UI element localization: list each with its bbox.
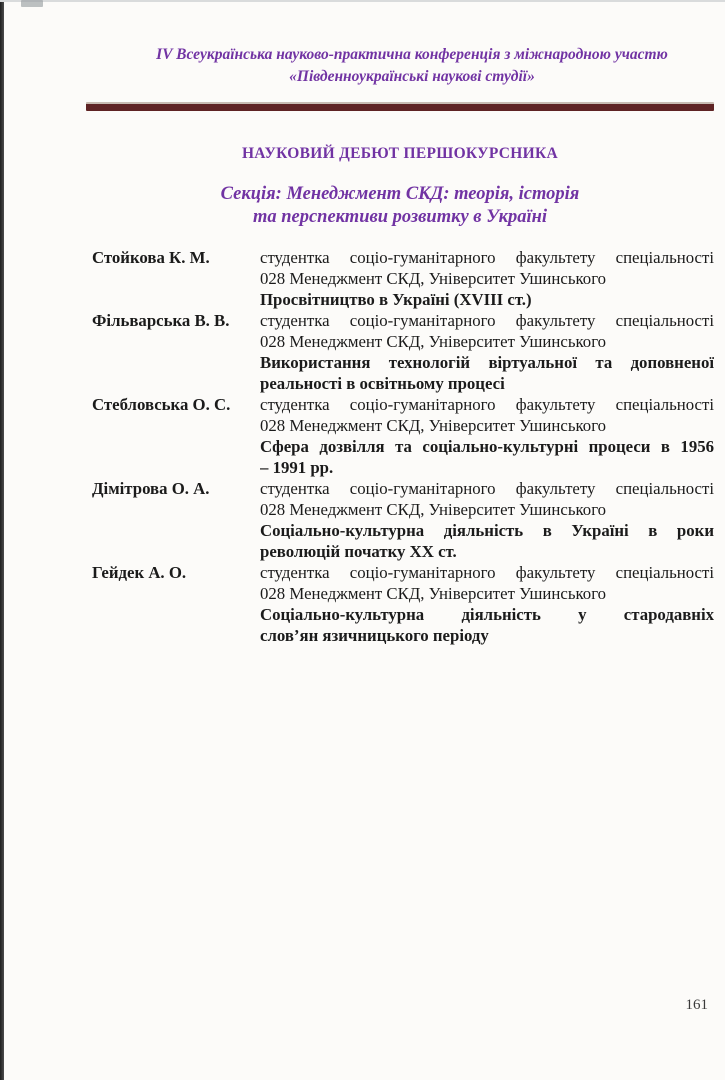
entry-affiliation-line: студентка соціо-гуманітарного факультету спеціальності bbox=[260, 311, 714, 330]
entry bbox=[86, 247, 714, 310]
entry-talk-title: Просвітництво в Україні (XVIII ст.) bbox=[260, 290, 532, 309]
scan-artifact-mark bbox=[21, 0, 43, 7]
conference-header-line1: IV Всеукраїнська науково-практична конференція з міжнародною участю bbox=[156, 46, 668, 63]
section-heading: НАУКОВИЙ ДЕБЮТ ПЕРШОКУРСНИКА bbox=[241, 145, 559, 162]
entry-talk-title: революцій початку XX ст. bbox=[260, 542, 457, 561]
entry bbox=[86, 478, 714, 562]
entry-affiliation-line: 028 Менеджмент СКД, Університет Ушинського bbox=[260, 584, 607, 603]
entry-author-name: Гейдек А. О. bbox=[92, 563, 187, 582]
entry-details bbox=[260, 310, 714, 394]
scan-edge-left bbox=[0, 0, 4, 1080]
entry-details bbox=[260, 478, 714, 562]
entry-affiliation-line: 028 Менеджмент СКД, Університет Ушинського bbox=[260, 416, 607, 435]
entry-affiliation-line: 028 Менеджмент СКД, Університет Ушинського bbox=[260, 332, 607, 351]
entry-talk-title: Соціально-культурна діяльність в Україні в роки bbox=[260, 521, 714, 540]
entry-talk-title: реальності в освітньому процесі bbox=[260, 374, 505, 393]
entry-talk-title: Сфера дозвілля та соціально-культурні процеси в 1956 bbox=[260, 437, 714, 456]
entry-details bbox=[260, 562, 714, 646]
subsection-heading-line1: Секція: Менеджмент СКД: теорія, історія bbox=[220, 184, 580, 204]
subsection-heading bbox=[86, 183, 714, 229]
entry-details bbox=[260, 247, 714, 310]
subsection-heading-line2: та перспективи розвитку в Україні bbox=[252, 207, 548, 227]
entry-details bbox=[260, 394, 714, 478]
conference-header-line2: «Південноукраїнські наукові студії» bbox=[289, 67, 535, 85]
entry-affiliation-line: 028 Менеджмент СКД, Університет Ушинського bbox=[260, 500, 607, 519]
scan-edge-top bbox=[0, 0, 725, 2]
entry-author-name: Стойкова К. М. bbox=[92, 248, 210, 267]
entry-talk-title: слов’ян язичницького періоду bbox=[260, 626, 489, 645]
entry-affiliation-line: студентка соціо-гуманітарного факультету спеціальності bbox=[260, 395, 714, 414]
entry-author-name: Стебловська О. С. bbox=[92, 395, 231, 414]
conference-header bbox=[98, 44, 725, 87]
entry-author-name: Фільварська В. В. bbox=[92, 311, 230, 330]
maroon-divider-bar bbox=[86, 102, 714, 111]
entry bbox=[86, 562, 714, 646]
entry-affiliation-line: студентка соціо-гуманітарного факультету спеціальності bbox=[260, 248, 714, 267]
entry-talk-title: – 1991 рр. bbox=[260, 458, 334, 477]
entry-talk-title: Використання технологій віртуальної та доповненої bbox=[260, 353, 714, 372]
program-entries bbox=[86, 247, 714, 646]
entry-affiliation-line: студентка соціо-гуманітарного факультету спеціальності bbox=[260, 563, 714, 582]
page-number: 161 bbox=[685, 997, 708, 1013]
entry-affiliation-line: 028 Менеджмент СКД, Університет Ушинського bbox=[260, 269, 607, 288]
entry-talk-title: Соціально-культурна діяльність у стародавніх bbox=[260, 605, 714, 624]
entry bbox=[86, 310, 714, 394]
entry-author-name: Дімітрова О. А. bbox=[92, 479, 210, 498]
entry bbox=[86, 394, 714, 478]
entry-affiliation-line: студентка соціо-гуманітарного факультету спеціальності bbox=[260, 479, 714, 498]
